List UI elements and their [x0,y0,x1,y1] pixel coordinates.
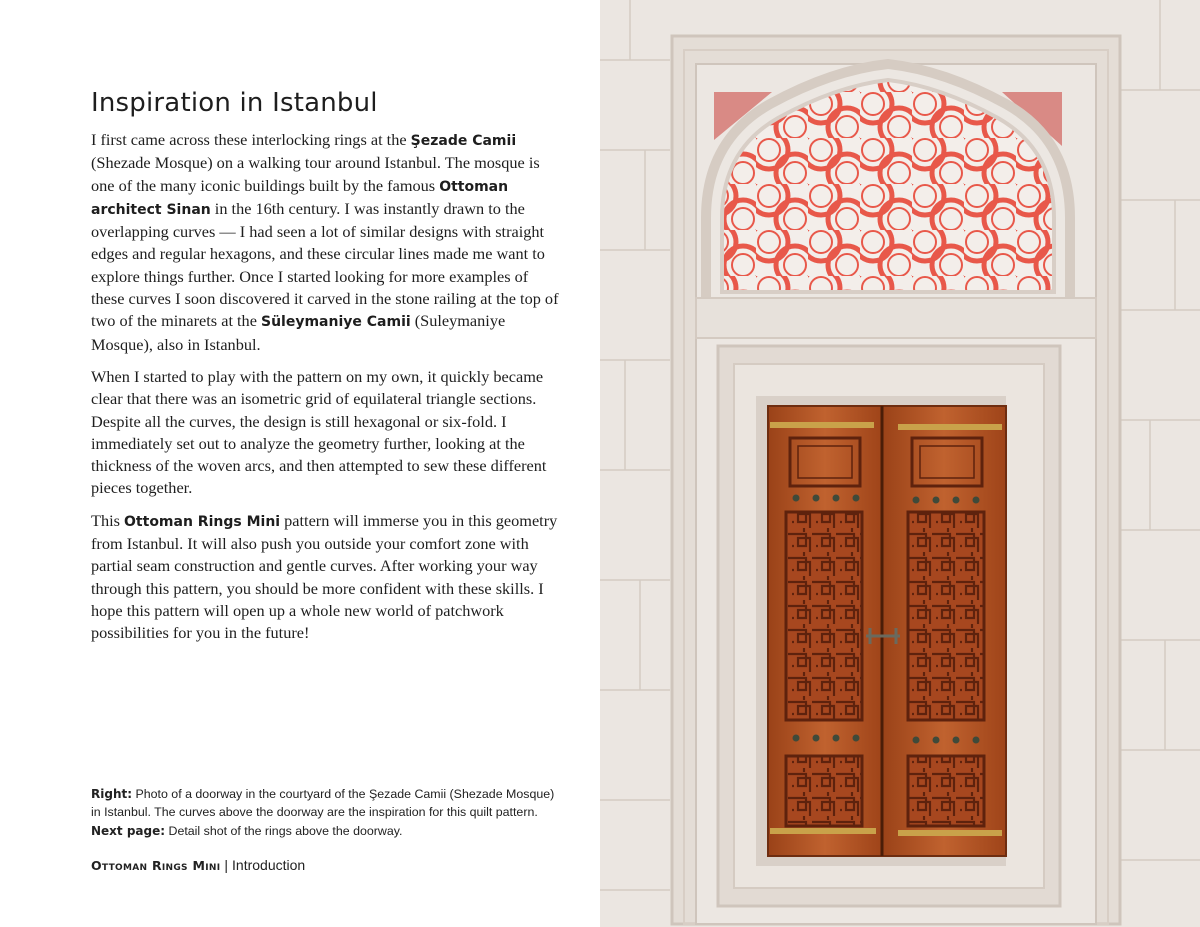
bold-sezade-camii: Şezade Camii [410,133,517,149]
lintel [696,298,1096,338]
paragraph-1: I first came across these interlocking rings at the Şezade Camii (Shezade Mosque) on a walking tour around Istanbul. The mosque is one of the many iconic buildings built by the famous Ottoman architect Sinan in the 16th century. I was instantly drawn to the overlapping curves — I had seen a lot of similar designs with straight edges and regular hexagons, and these circular lines made me want to explore things further. Once I started looking for more examples of these curves I soon discovered it carved in the stone railing at the top of two of the minarets at the Süleymaniye Camii (Suleymaniye Mosque), also in Istanbul. [91,130,559,354]
footer-publication: Ottoman Rings Mini [91,858,221,873]
running-footer [91,857,305,873]
footer-separator: | [224,857,229,873]
wooden-double-door [768,406,1006,856]
paragraph-2: When I started to play with the pattern on my own, it quickly became clear that there was an isometric grid of equilateral triangle sections. Despite all the curves, the design is still hexagonal or six-fold. I immediately set out to analyze the geometry further, looking at the thickness of the woven arcs, and then attempted to sew these different pieces together. [91,366,547,498]
doorway-photo [600,0,1200,927]
paragraph-3: This Ottoman Rings Mini pattern will immerse you in this geometry from Istanbul. It will also push you outside your comfort zone with partial seam construction and gentle curves. After working your way through this pattern, you should be more confident with these skills. I hope this pattern will open up a whole new world of patchwork possibilities for you in the future! [91,510,558,643]
body-text [91,129,563,655]
bold-architect-sinan: Ottoman architect Sinan [91,178,509,218]
footer-section: Introduction [232,857,306,873]
bold-ottoman-rings-mini: Ottoman Rings Mini [124,513,281,530]
photo-caption: Right: Photo of a doorway in the courtyard of the Şezade Camii (Shezade Mosque) in Istanbul. The curves above the doorway are the inspiration for this quilt pattern. Next page: Detail shot of the rings above the doorway. [91,787,555,838]
page-title: Inspiration in Istanbul [91,88,378,118]
bold-suleymaniye-camii: Süleymaniye Camii [261,314,411,331]
